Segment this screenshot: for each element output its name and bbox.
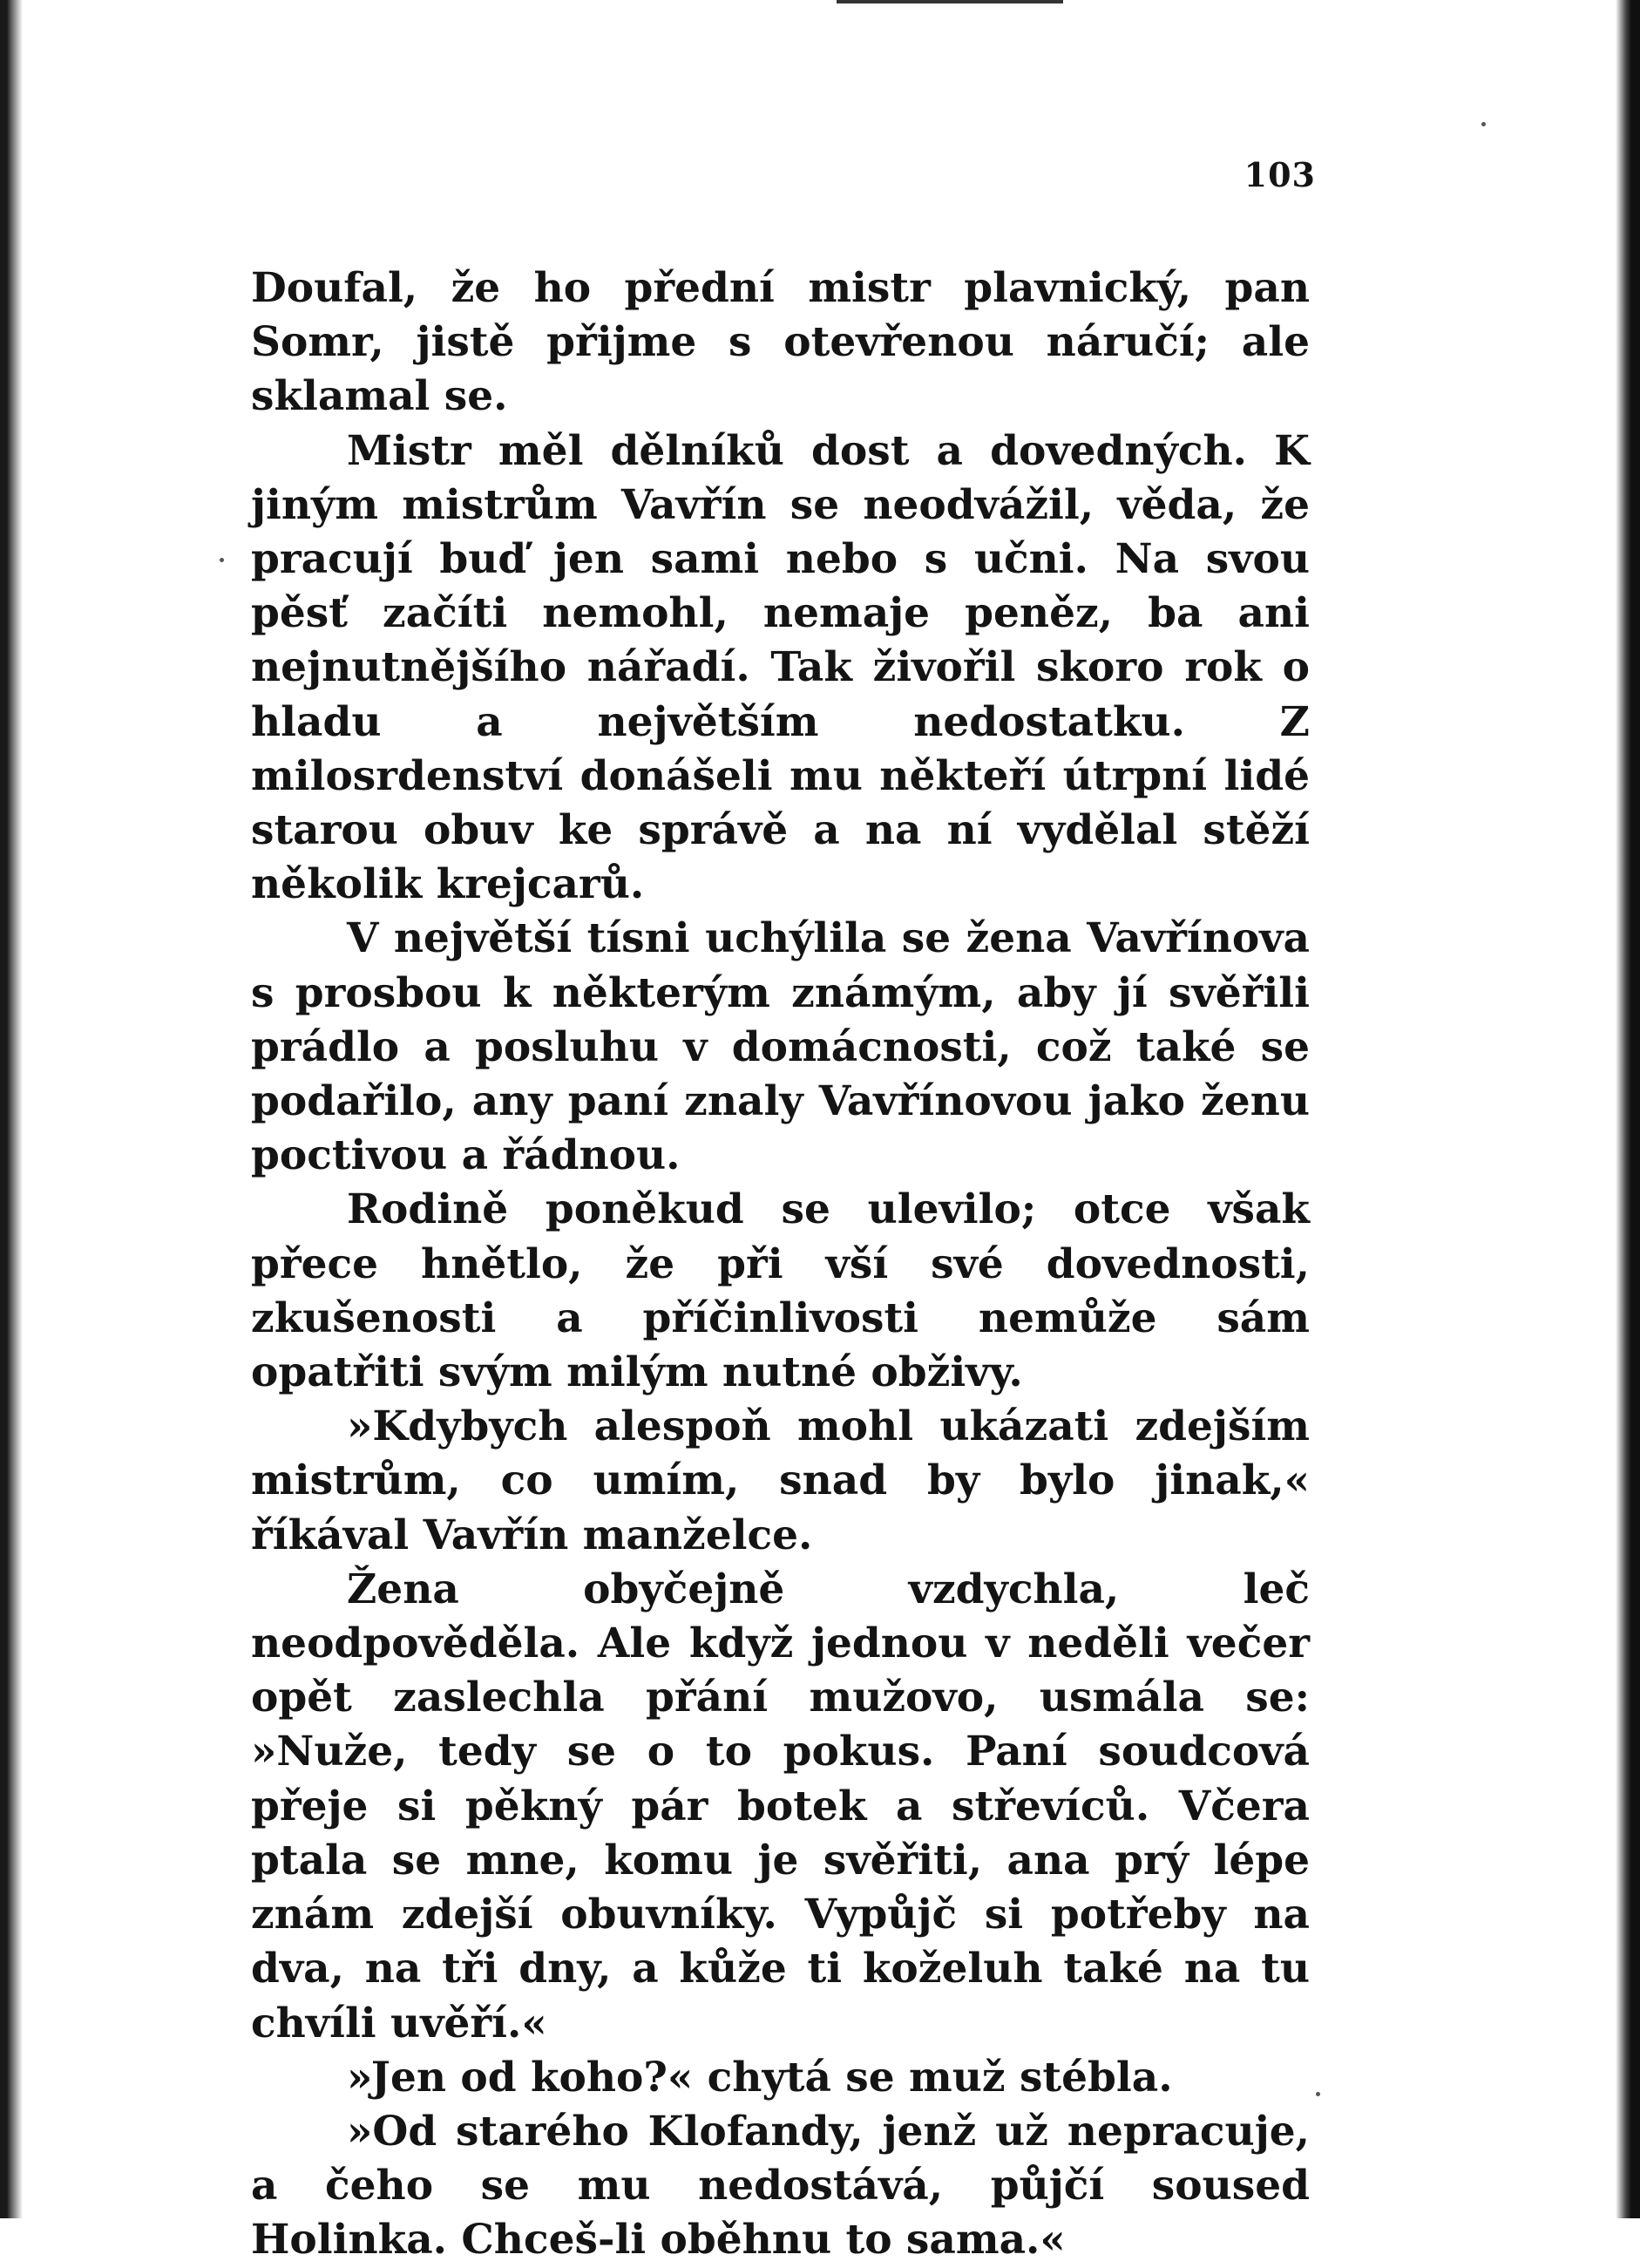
page-number: 103 xyxy=(1244,155,1316,194)
body-text xyxy=(251,261,1310,2268)
scan-edge-right xyxy=(1616,0,1640,2218)
scan-speck xyxy=(220,558,224,562)
scan-speck xyxy=(1481,122,1486,126)
paragraph: V největší tísni uchýlila se žena Vavřínova s prosbou k některým známým, aby jí svěřili prádlo a posluhu v domácnosti, což také se podařilo, any paní znaly Vavřínovou jako ženu poctivou a řádnou. xyxy=(251,914,1310,1180)
scan-speck xyxy=(1316,2092,1320,2096)
paragraph: Doufal, že ho přední mistr plavnický, pan Somr, jistě přijme s otevřenou náručí; ale sklamal se. xyxy=(251,264,1310,421)
paragraph: Žena obyčejně vzdychla, leč neodpověděla. Ale když jednou v neděli večer opět zaslechla přání mužovo, usmála se: »Nuže, tedy se o to pokus. Paní soudcová přeje si pěkný pár botek a střevíců. Včera ptala se mne, komu je svěřiti, ana prý lépe znám zdejší obuvníky. Vypůjč si potřeby na dva, na tři dny, a kůže ti koželuh také na tu chvíli uvěří.« xyxy=(251,1565,1310,2047)
scan-edge-left xyxy=(0,0,23,2218)
paragraph: Rodině poněkud se ulevilo; otce však přece hnětlo, že při vší své dovednosti, zkušenosti a příčinlivosti nemůže sám opatřiti svým milým nutné obživy. xyxy=(251,1185,1310,1397)
paragraph: »Jen od koho?« chytá se muž stébla. xyxy=(347,2053,1173,2102)
paragraph: »Kdybych alespoň mohl ukázati zdejším mistrům, co umím, snad by bylo jinak,« říkával Vavřín manželce. xyxy=(251,1402,1310,1559)
paragraph: Mistr měl dělníků dost a dovedných. K jiným mistrům Vavřín se neodvážil, věda, že pracují buď jen sami nebo s učni. Na svou pěsť začíti nemohl, nemaje peněz, ba ani nejnutnějšího nářadí. Tak živořil skoro rok o hladu a největším nedostatku. Z milosrdenství donášeli mu někteří útrpní lidé starou obuv ke správě a na ní vydělal stěží několik krejcarů. xyxy=(251,426,1310,909)
scan-edge-top xyxy=(837,0,1063,3)
paragraph: »Od starého Klofandy, jenž už nepracuje, a čeho se mu nedostává, půjčí soused Holinka. Chceš-li oběhnu to sama.« xyxy=(251,2107,1310,2265)
